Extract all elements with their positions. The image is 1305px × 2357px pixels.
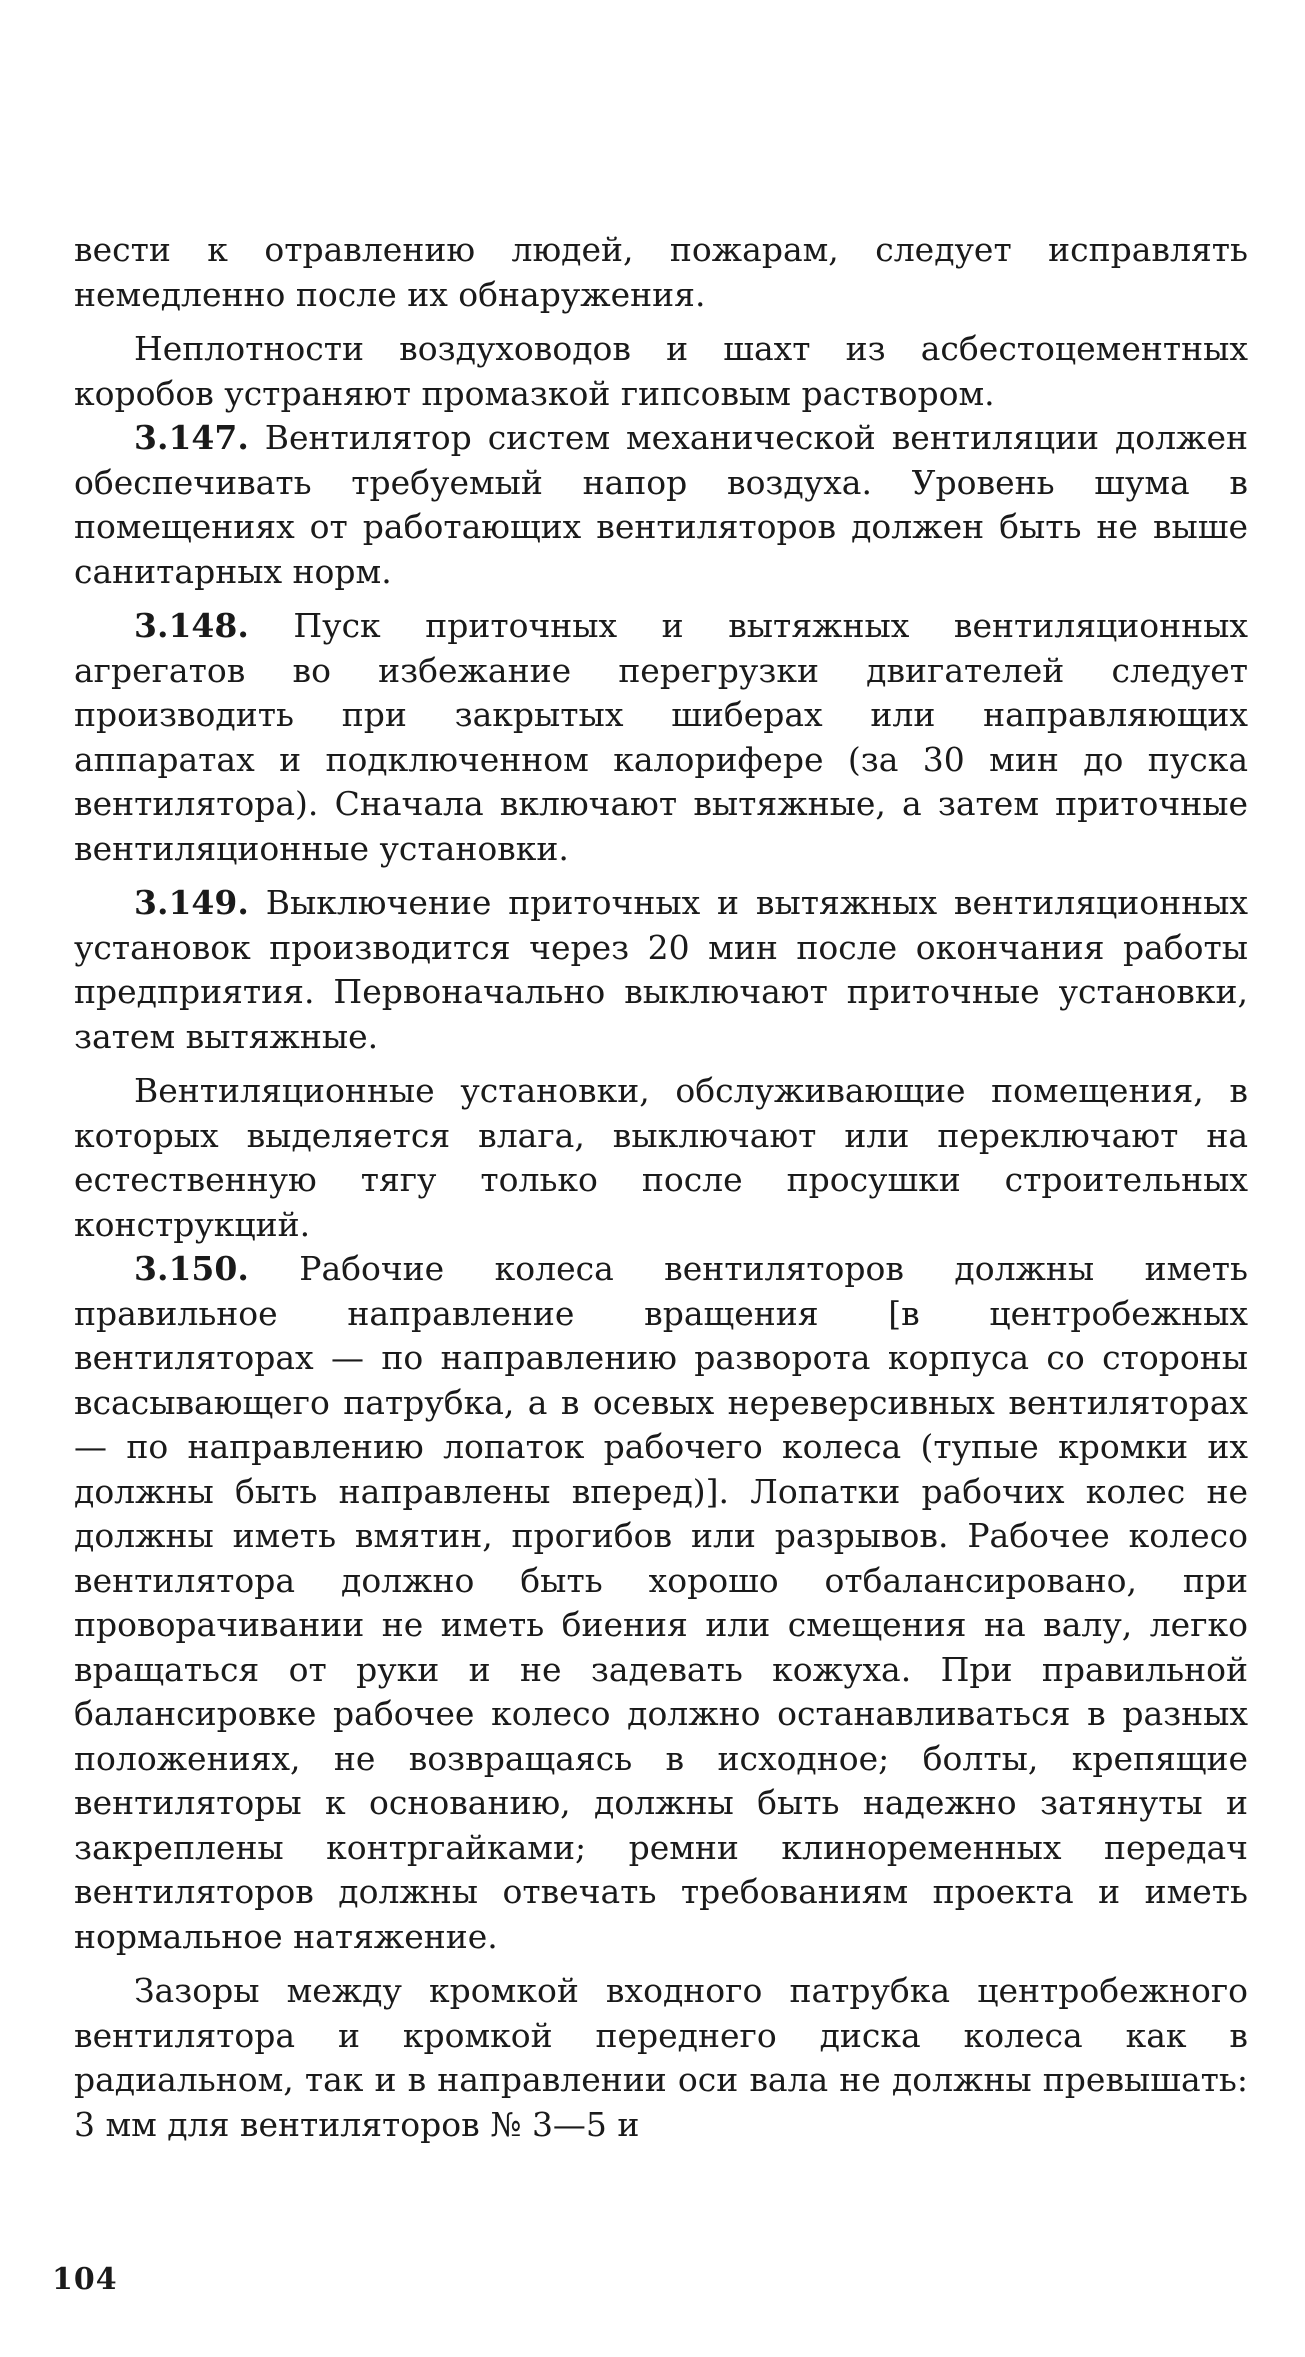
paragraph-text: Пуск приточных и вытяжных вентиляционных агрегатов во избежание перегрузки двигателей следует производить при закрытых шиберах или направляющих аппаратах и подключенном калорифере (за 30 мин до пуска вентилятора). Сначала включают вытяжные, а затем приточные вентиляционные установки. — [74, 606, 1248, 868]
section-number: 3.150. — [134, 1249, 249, 1288]
paragraph-text: вести к отравлению людей, пожарам, следует исправлять немедленно после их обнаружения. — [74, 230, 1248, 314]
paragraph-text: Зазоры между кромкой входного патрубка центробежного вентилятора и кромкой переднего диска колеса как в радиальном, так и в направлении оси вала не должны превышать: 3 мм для вентиляторов № 3—5 и — [74, 1971, 1248, 2144]
paragraph — [74, 1969, 1248, 2147]
section-number: 3.147. — [134, 418, 249, 457]
section-3-150 — [74, 1247, 1248, 1959]
section-number: 3.149. — [134, 883, 249, 922]
section-3-147 — [74, 416, 1248, 594]
section-number: 3.148. — [134, 606, 249, 645]
paragraph — [74, 327, 1248, 416]
paragraph-text: Вентилятор систем механической вентиляции должен обеспечивать требуемый напор воздуха. Уровень шума в помещениях от работающих вентиляторов должен быть не выше санитарных норм. — [74, 418, 1248, 591]
paragraph — [74, 1069, 1248, 1247]
body-text — [74, 228, 1248, 2147]
paragraph — [74, 228, 1248, 317]
paragraph-text: Выключение приточных и вытяжных вентиляционных установок производится через 20 мин после окончания работы предприятия. Первоначально выключают приточные установки, затем вытяжные. — [74, 883, 1248, 1056]
paragraph-text: Рабочие колеса вентиляторов должны иметь правильное направление вращения [в центробежных вентиляторах — по направлению разворота корпуса со стороны всасывающего патрубка, а в осевых нереверсивных вентиляторах — по направлению лопаток рабочего колеса (тупые кромки их должны быть направлены вперед)]. Лопатки рабочих колес не должны иметь вмятин, прогибов или разрывов. Рабочее колесо вентилятора должно быть хорошо отбалансировано, при проворачивании не иметь биения или смещения на валу, легко вращаться от руки и не задевать кожуха. При правильной балансировке рабочее колесо должно останавливаться в разных положениях, не возвращаясь в исходное; болты, крепящие вентиляторы к основанию, должны быть надежно затянуты и закреплены контргайками; ремни клиноременных передач вентиляторов должны отвечать требованиям проекта и иметь нормальное натяжение. — [74, 1249, 1248, 1956]
page-number: 104 — [52, 2262, 118, 2297]
paragraph-text: Вентиляционные установки, обслуживающие помещения, в которых выделяется влага, выключают или переключают на естественную тягу только после просушки строительных конструкций. — [74, 1071, 1248, 1244]
section-3-149 — [74, 881, 1248, 1059]
paragraph-text: Неплотности воздуховодов и шахт из асбестоцементных коробов устраняют промазкой гипсовым раствором. — [74, 329, 1248, 413]
section-3-148 — [74, 604, 1248, 871]
